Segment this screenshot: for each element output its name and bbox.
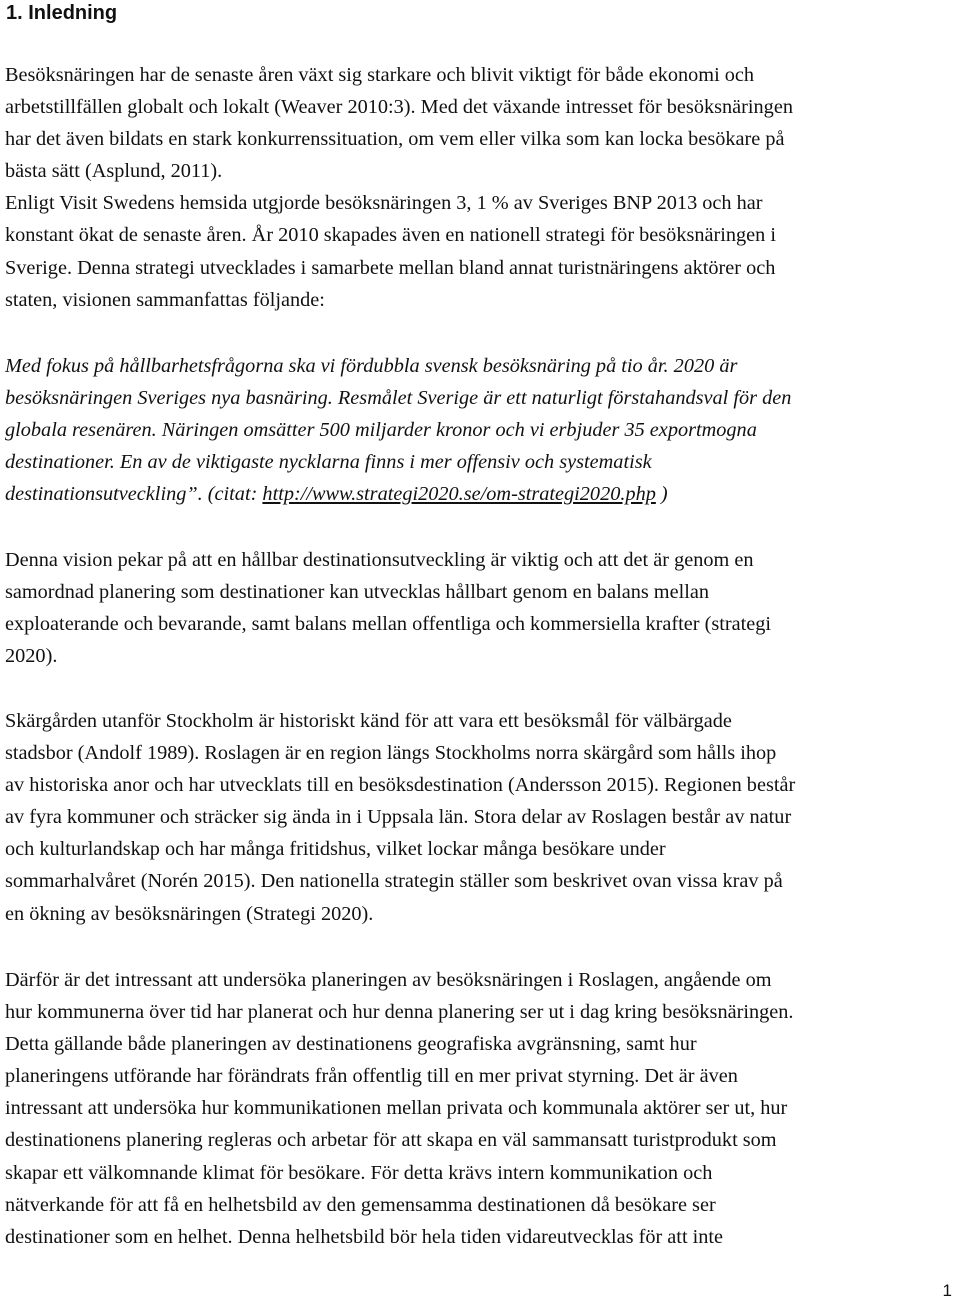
quote-line: Med fokus på hållbarhetsfrågorna ska vi fördubbla svensk besöksnäring på tio år. 2020 är	[5, 355, 738, 377]
text-line: Sverige. Denna strategi utvecklades i samarbete mellan bland annat turistnäringens aktörer och	[5, 256, 776, 279]
text-line: konstant ökat de senaste åren. År 2010 skapades även en nationell strategi för besöksnäringen i	[5, 224, 777, 247]
text-line: samordnad planering som destinationer kan utvecklas hållbart genom en balans mellan	[5, 581, 710, 604]
text-line: Besöksnäringen har de senaste åren växt sig starkare och blivit viktigt för både ekonomi och	[5, 64, 755, 86]
text-line: sommarhalvåret (Norén 2015). Den nationella strategin ställer som beskrivet ovan vissa krav på	[5, 870, 783, 893]
text-line: Enligt Visit Swedens hemsida utgjorde besöksnäringen 3, 1 % av Sveriges BNP 2013 och har	[5, 192, 763, 215]
text-line: bästa sätt (Asplund, 2011).	[5, 160, 223, 183]
strategy-quote	[5, 350, 955, 510]
section-heading: 1. Inledning	[6, 2, 118, 24]
quote-line: besöksnäringen Sveriges nya basnäring. Resmålet Sverige är ett naturligt förstahandsval för den	[5, 387, 792, 410]
quote-line: globala resenären. Näringen omsätter 500 miljarder kronor och vi erbjuder 35 exportmogna	[5, 419, 757, 442]
paragraph-intro	[5, 59, 955, 316]
text-line: nätverkande för att få en helhetsbild av den gemensamma destinationen då besökare ser	[5, 1193, 716, 1216]
quote-citation-prefix: destinationsutveckling”. (citat:	[5, 483, 263, 506]
strategy-link[interactable]: http://www.strategi2020.se/om-strategi2020.php	[262, 483, 656, 506]
text-line: staten, visionen sammanfattas följande:	[5, 288, 325, 311]
quote-line-last	[5, 478, 955, 510]
paragraph-vision	[5, 544, 955, 672]
text-line: har det även bildats en stark konkurrenssituation, om vem eller vilka som kan locka besökare på	[5, 128, 785, 151]
paragraph-archipelago	[5, 705, 955, 930]
text-line: Denna vision pekar på att en hållbar destinationsutveckling är viktig och att det är genom en	[5, 549, 754, 571]
text-line: Därför är det intressant att undersöka planeringen av besöksnäringen i Roslagen, angående om	[5, 969, 772, 991]
page-number: 1	[942, 1281, 952, 1300]
quote-citation-suffix: )	[655, 483, 668, 506]
text-line: stadsbor (Andolf 1989). Roslagen är en region längs Stockholms norra skärgård som hålls ihop	[5, 742, 777, 765]
text-line: destinationer som en helhet. Denna helhetsbild bör hela tiden vidareutvecklas för att inte	[5, 1225, 724, 1248]
text-line: exploaterande och bevarande, samt balans mellan offentliga och kommersiella krafter (strategi	[5, 613, 772, 636]
text-line: intressant att undersöka hur kommunikationen mellan privata och kommunala aktörer ser ut, hur	[5, 1097, 788, 1120]
text-line: av historiska anor och har utvecklats till en besöksdestination (Andersson 2015). Regionen består	[5, 774, 796, 797]
text-line: arbetstillfällen globalt och lokalt (Weaver 2010:3). Med det växande intresset för besöksnäringen	[5, 96, 793, 119]
text-line: och kulturlandskap och har många fritidshus, vilket lockar många besökare under	[5, 838, 666, 861]
paragraph-purpose	[5, 964, 955, 1253]
text-line: hur kommunerna över tid har planerat och hur denna planering ser ut i dag kring besöksnäringen.	[5, 1001, 794, 1024]
text-line: skapar ett välkomnande klimat för besökare. För detta krävs intern kommunikation och	[5, 1161, 713, 1184]
quote-line: destinationer. En av de viktigaste nycklarna finns i mer offensiv och systematisk	[5, 451, 652, 474]
text-line: av fyra kommuner och sträcker sig ända in i Uppsala län. Stora delar av Roslagen består av natur	[5, 806, 792, 829]
text-line: Detta gällande både planeringen av destinationens geografiska avgränsning, samt hur	[5, 1033, 697, 1056]
text-line: 2020).	[5, 645, 58, 668]
text-line: Skärgården utanför Stockholm är historiskt känd för att vara ett besöksmål för välbärgade	[5, 710, 732, 732]
text-line: planeringens utförande har förändrats från offentlig till en mer privat styrning. Det är även	[5, 1065, 738, 1088]
text-line: en ökning av besöksnäringen (Strategi 2020).	[5, 902, 374, 925]
text-line: destinationens planering regleras och arbetar för att skapa en väl sammansatt turistprodukt som	[5, 1129, 777, 1152]
